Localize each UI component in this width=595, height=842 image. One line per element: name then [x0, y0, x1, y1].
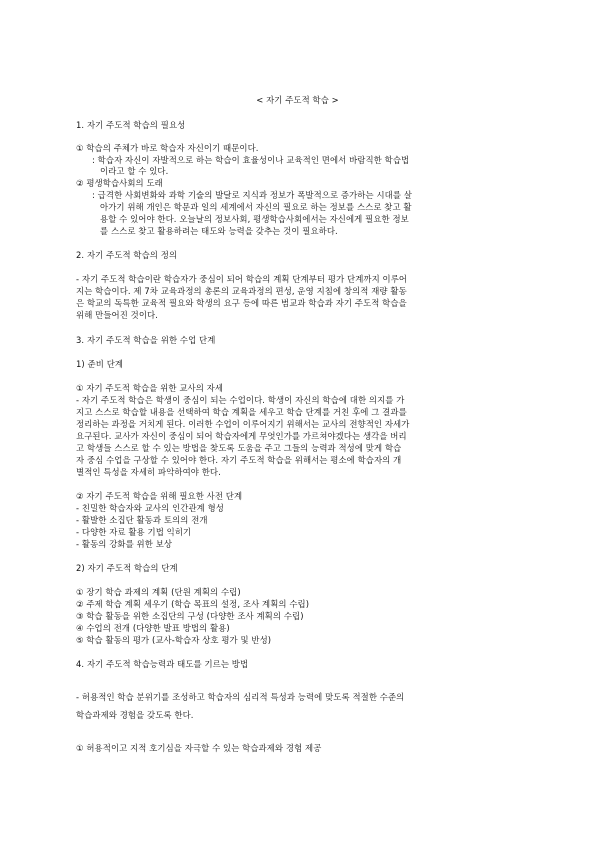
section-3-subheading: 2) 자기 주도적 학습의 단계 — [76, 563, 178, 573]
section-1-point-1-heading: ① 학습의 주체가 바로 학습자 자신이기 때문이다. — [76, 143, 259, 153]
list-item: - 다양한 자료 활용 기법 익히기 — [76, 527, 192, 537]
section-1-point-1-line: : 학습자 자신이 자발적으로 하는 학습이 효율성이나 교육적인 면에서 바람직한 학습법 — [92, 155, 410, 165]
section-1-point-2-line: : 급격한 사회변화와 과학 기술의 발달로 지식과 정보가 폭발적으로 증가하는 시대를 살 — [92, 190, 412, 200]
section-3-heading: 3. 자기 주도적 학습을 위한 수업 단계 — [76, 335, 216, 345]
section-4-paragraph-line: 학습과제와 경험을 갖도록 한다. — [76, 710, 194, 720]
section-3-point-heading: ① 자기 주도적 학습을 위한 교사의 자세 — [76, 383, 224, 393]
section-2-paragraph-line: - 자기 주도적 학습이란 학습자가 중심이 되어 학습의 계획 단계부터 평가 단계까지 이루어 — [76, 274, 408, 284]
list-item: ① 장기 학습 과제의 계획 (단원 계획의 수립) — [76, 587, 241, 597]
list-item: ② 주제 학습 계획 세우기 (학습 목표의 설정, 조사 계획의 수립) — [76, 599, 310, 609]
section-4-paragraph-line: - 허용적인 학습 분위기를 조성하고 학습자의 심리적 특성과 능력에 맞도록 적절한 수준의 — [76, 692, 405, 702]
section-1-point-2-heading: ② 평생학습사회의 도래 — [76, 178, 163, 188]
section-3-paragraph-line: 고 학생들 스스로 할 수 있는 방법을 찾도록 도움을 주고 그들의 능력과 적성에 맞게 학습 — [76, 443, 402, 453]
section-1-point-2-line: 아가기 위해 개인은 학문과 일의 세계에서 자신의 필요로 하는 정보를 스스로 찾고 활 — [100, 202, 412, 212]
section-3-paragraph-line: 지고 스스로 학습할 내용을 선택하여 학습 계획을 세우고 학습 단계를 거친 후에 그 결과를 — [76, 407, 407, 417]
document-title: < 자기 주도적 학습 > — [256, 95, 339, 105]
section-1-heading: 1. 자기 주도적 학습의 필요성 — [76, 120, 186, 130]
section-3-subheading: 1) 준비 단계 — [76, 359, 124, 369]
list-item: - 친밀한 학습자와 교사의 인간관계 형성 — [76, 503, 224, 513]
section-2-heading: 2. 자기 주도적 학습의 정의 — [76, 250, 178, 260]
list-item: ① 허용적이고 지적 호기심을 자극할 수 있는 학습과제와 경험 제공 — [76, 743, 322, 753]
section-2-paragraph-line: 은 학교의 독특한 교육적 필요와 학생의 요구 등에 따른 범교과 학습과 자기 주도적 학습을 — [76, 298, 407, 308]
list-item: ③ 학습 활동을 위한 소집단의 구성 (다양한 조사 계획의 수립) — [76, 611, 304, 621]
section-3-paragraph-line: - 자기 주도적 학습은 학생이 중심이 되는 수업이다. 학생이 자신의 학습에 대한 의지를 가 — [76, 395, 405, 405]
section-3-point-heading: ② 자기 주도적 학습을 위해 필요한 사전 단계 — [76, 491, 243, 501]
list-item: - 활발한 소집단 활동과 토의의 전개 — [76, 515, 208, 525]
section-3-paragraph-line: 자 중심 수업을 구상할 수 있어야 한다. 자기 주도적 학습을 위해서는 평소에 학습자의 개 — [76, 455, 402, 465]
list-item: - 활동의 강화를 위한 보상 — [76, 539, 173, 549]
section-1-point-1-line: 이라고 할 수 있다. — [100, 166, 169, 176]
section-1-point-2-line: 를 스스로 찾고 활용하려는 태도와 능력을 갖추는 것이 필요하다. — [100, 226, 338, 236]
section-3-paragraph-line: 요구된다. 교사가 자신이 중심이 되어 학습자에게 무엇인가를 가르쳐야겠다는 생각을 버리 — [76, 431, 407, 441]
section-2-paragraph-line: 위해 만들어진 것이다. — [76, 310, 158, 320]
section-4-heading: 4. 자기 주도적 학습능력과 태도를 기르는 방법 — [76, 659, 249, 669]
section-3-paragraph-line: 별적인 특성을 자세히 파악하여야 한다. — [76, 467, 221, 477]
list-item: ⑤ 학습 활동의 평가 (교사-학습자 상호 평가 및 반성) — [76, 635, 272, 645]
section-1-point-2-line: 용할 수 있어야 한다. 오늘날의 정보사회, 평생학습사회에서는 자신에게 필요한 정보 — [100, 214, 409, 224]
section-2-paragraph-line: 지는 학습이다. 제 7차 교육과정의 총론의 교육과정의 편성, 운영 지침에 창의적 재량 활동 — [76, 286, 407, 296]
list-item: ④ 수업의 전개 (다양한 발표 방법의 활용) — [76, 623, 230, 633]
section-3-paragraph-line: 정리하는 과정을 거치게 된다. 이러한 수업이 이루어지기 위해서는 교사의 전향적인 자세가 — [76, 419, 410, 429]
